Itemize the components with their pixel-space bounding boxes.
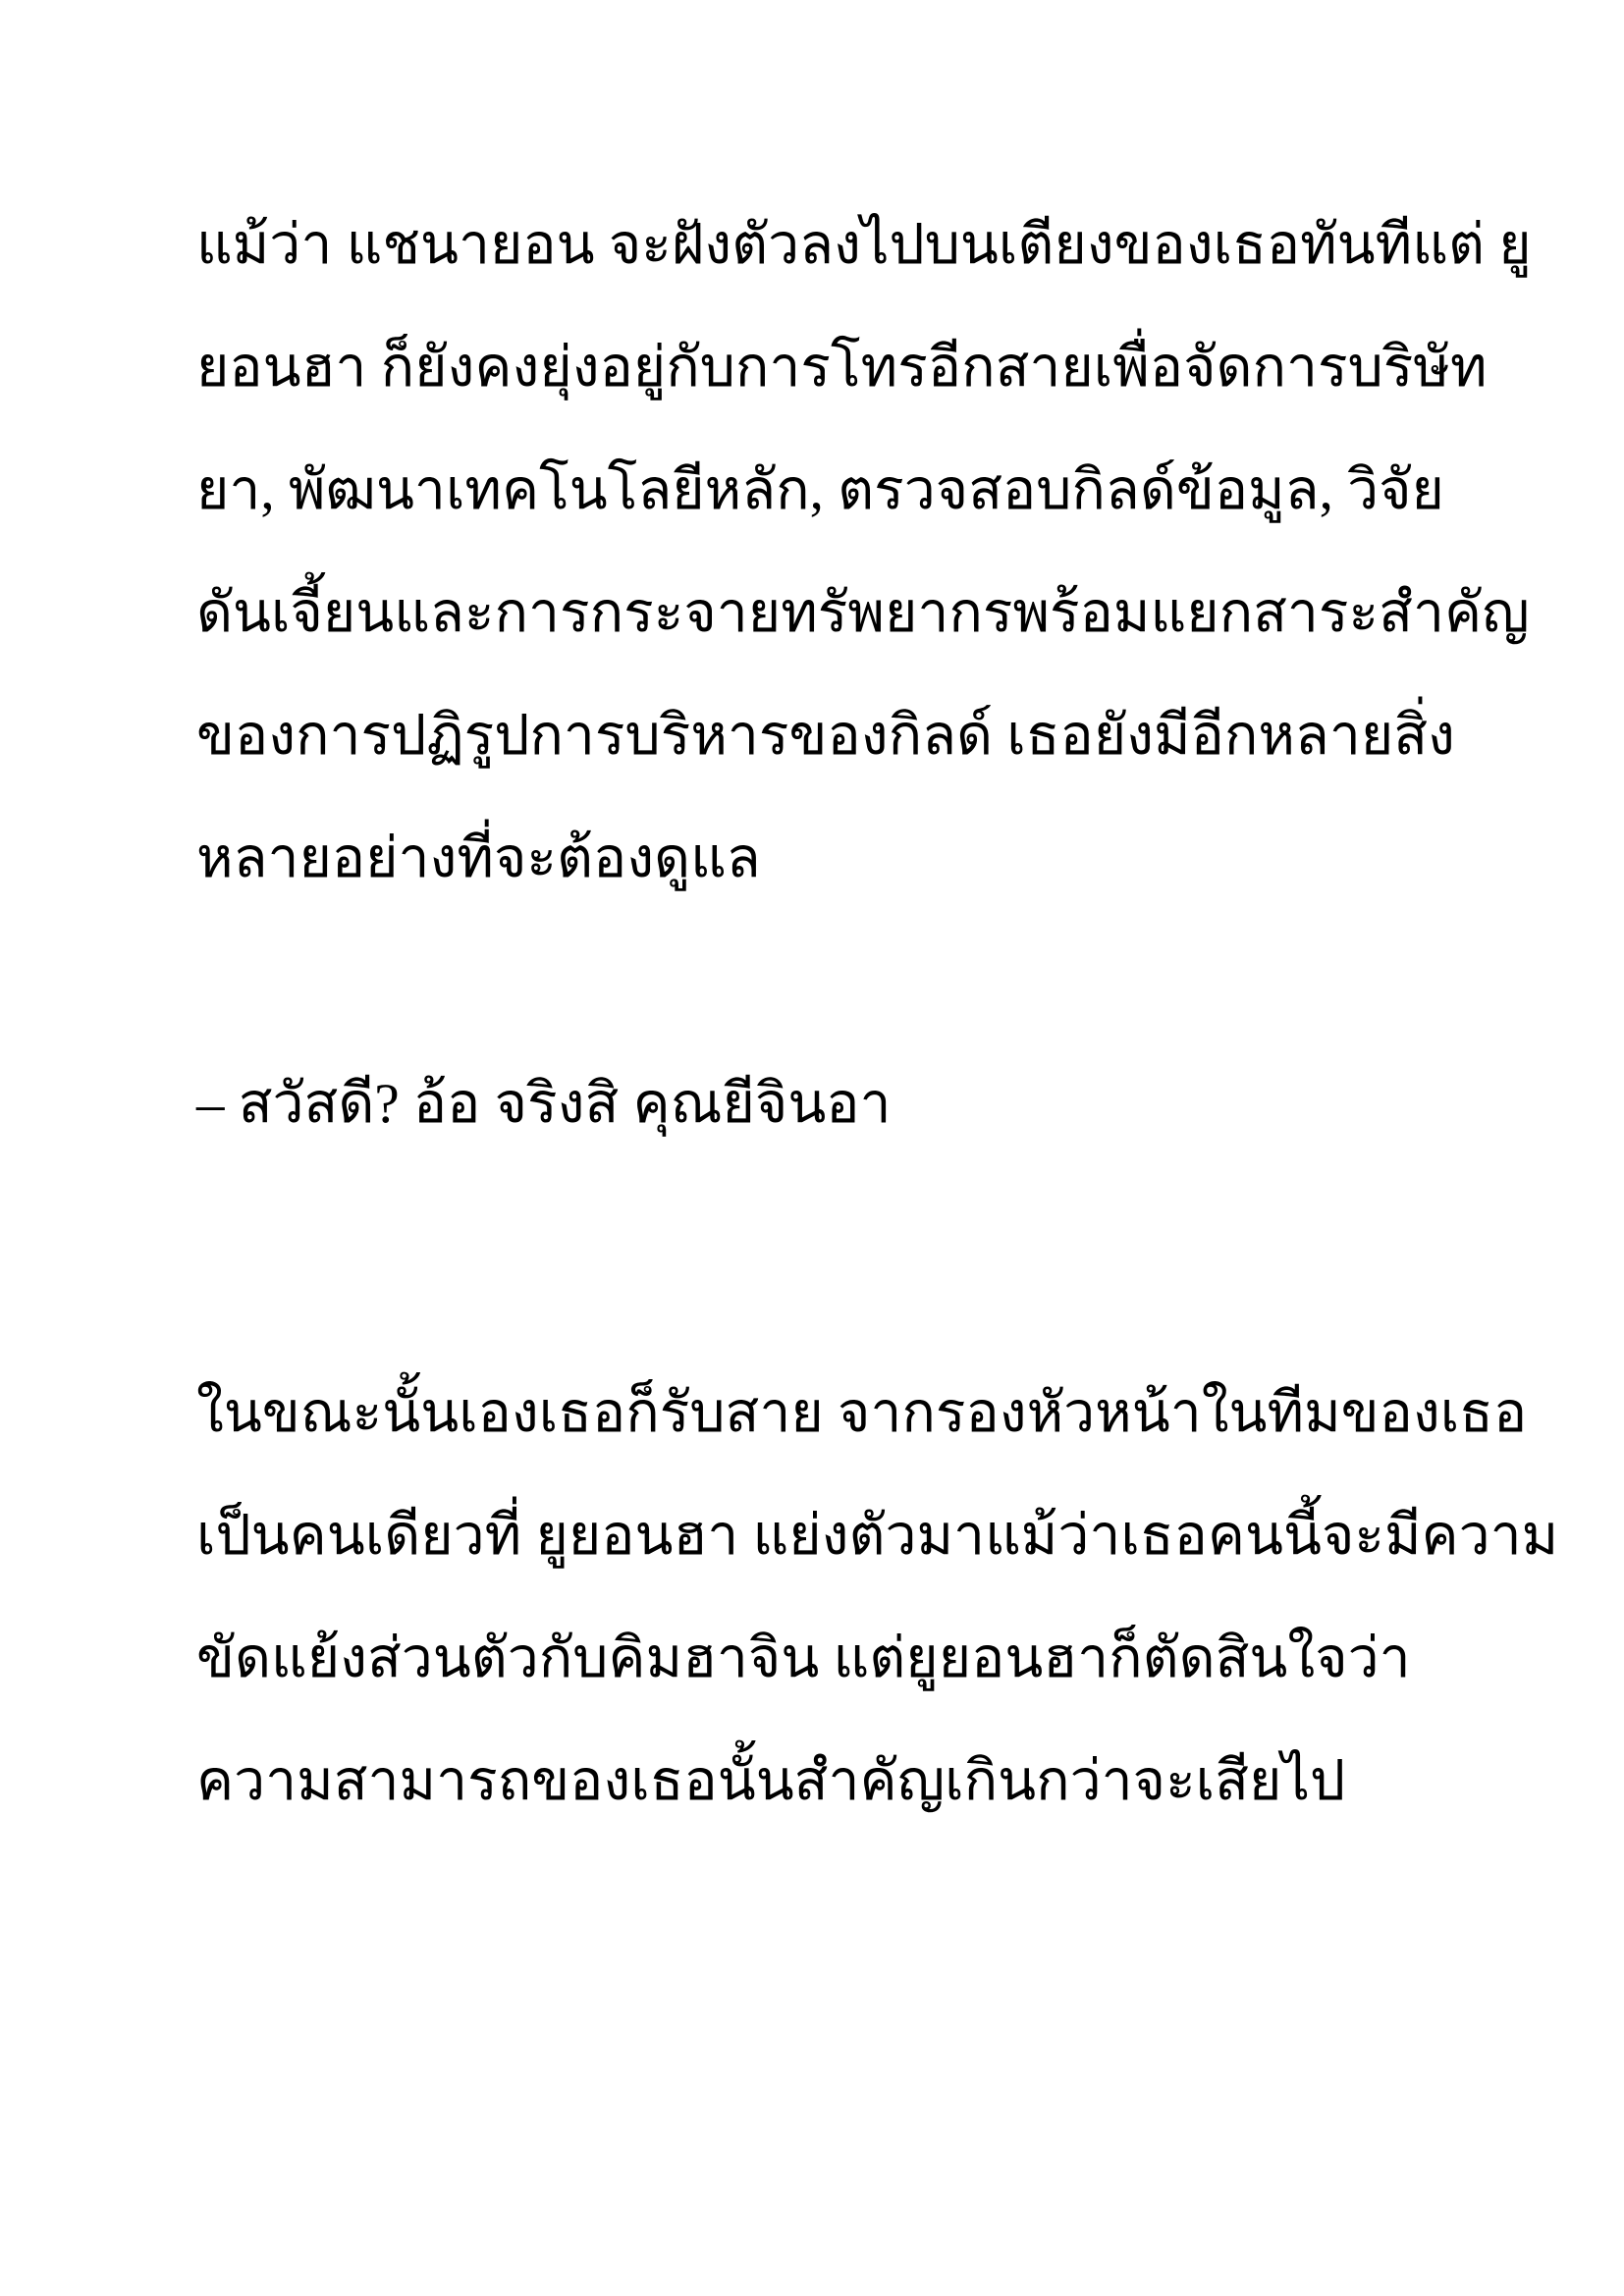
text-line: ขัดแย้งส่วนตัวกับคิมฮาจิน แต่ยูยอนฮาก็ตัดสินใจว่า (196, 1628, 1411, 1689)
dialogue-line: – สวัสดี? อ้อ จริงสิ คุณยีจินอา (196, 1073, 892, 1135)
text-line: ยา, พัฒนาเทคโนโลยีหลัก, ตรวจสอบกิลด์ข้อมูล, วิจัย (196, 459, 1444, 521)
text-line: ดันเจี้ยนและการกระจายทรัพยากรพร้อมแยกสาระสำคัญ (196, 582, 1530, 644)
text-line: หลายอย่างที่จะต้องดูแล (196, 828, 761, 889)
text-line: ของการปฏิรูปการบริหารของกิลด์ เธอยังมีอีกหลายสิ่ง (196, 705, 1455, 767)
text-line: ยอนฮา ก็ยังคงยุ่งอยู่กับการโทรอีกสายเพื่อจัดการบริษัท (196, 337, 1488, 399)
text-line: ในขณะนั้นเองเธอก็รับสาย จากรองหัวหน้าในทีมของเธอ (196, 1382, 1528, 1444)
text-line: เป็นคนเดียวที่ ยูยอนฮา แย่งตัวมาแม้ว่าเธอคนนี้จะมีความ (196, 1505, 1559, 1567)
text-line: แม้ว่า แชนายอน จะฝังตัวลงไปบนเตียงของเธอทันทีแต่ ยู (196, 214, 1532, 276)
text-line: ความสามารถของเธอนั้นสำคัญเกินกว่าจะเสียไป (196, 1750, 1346, 1812)
